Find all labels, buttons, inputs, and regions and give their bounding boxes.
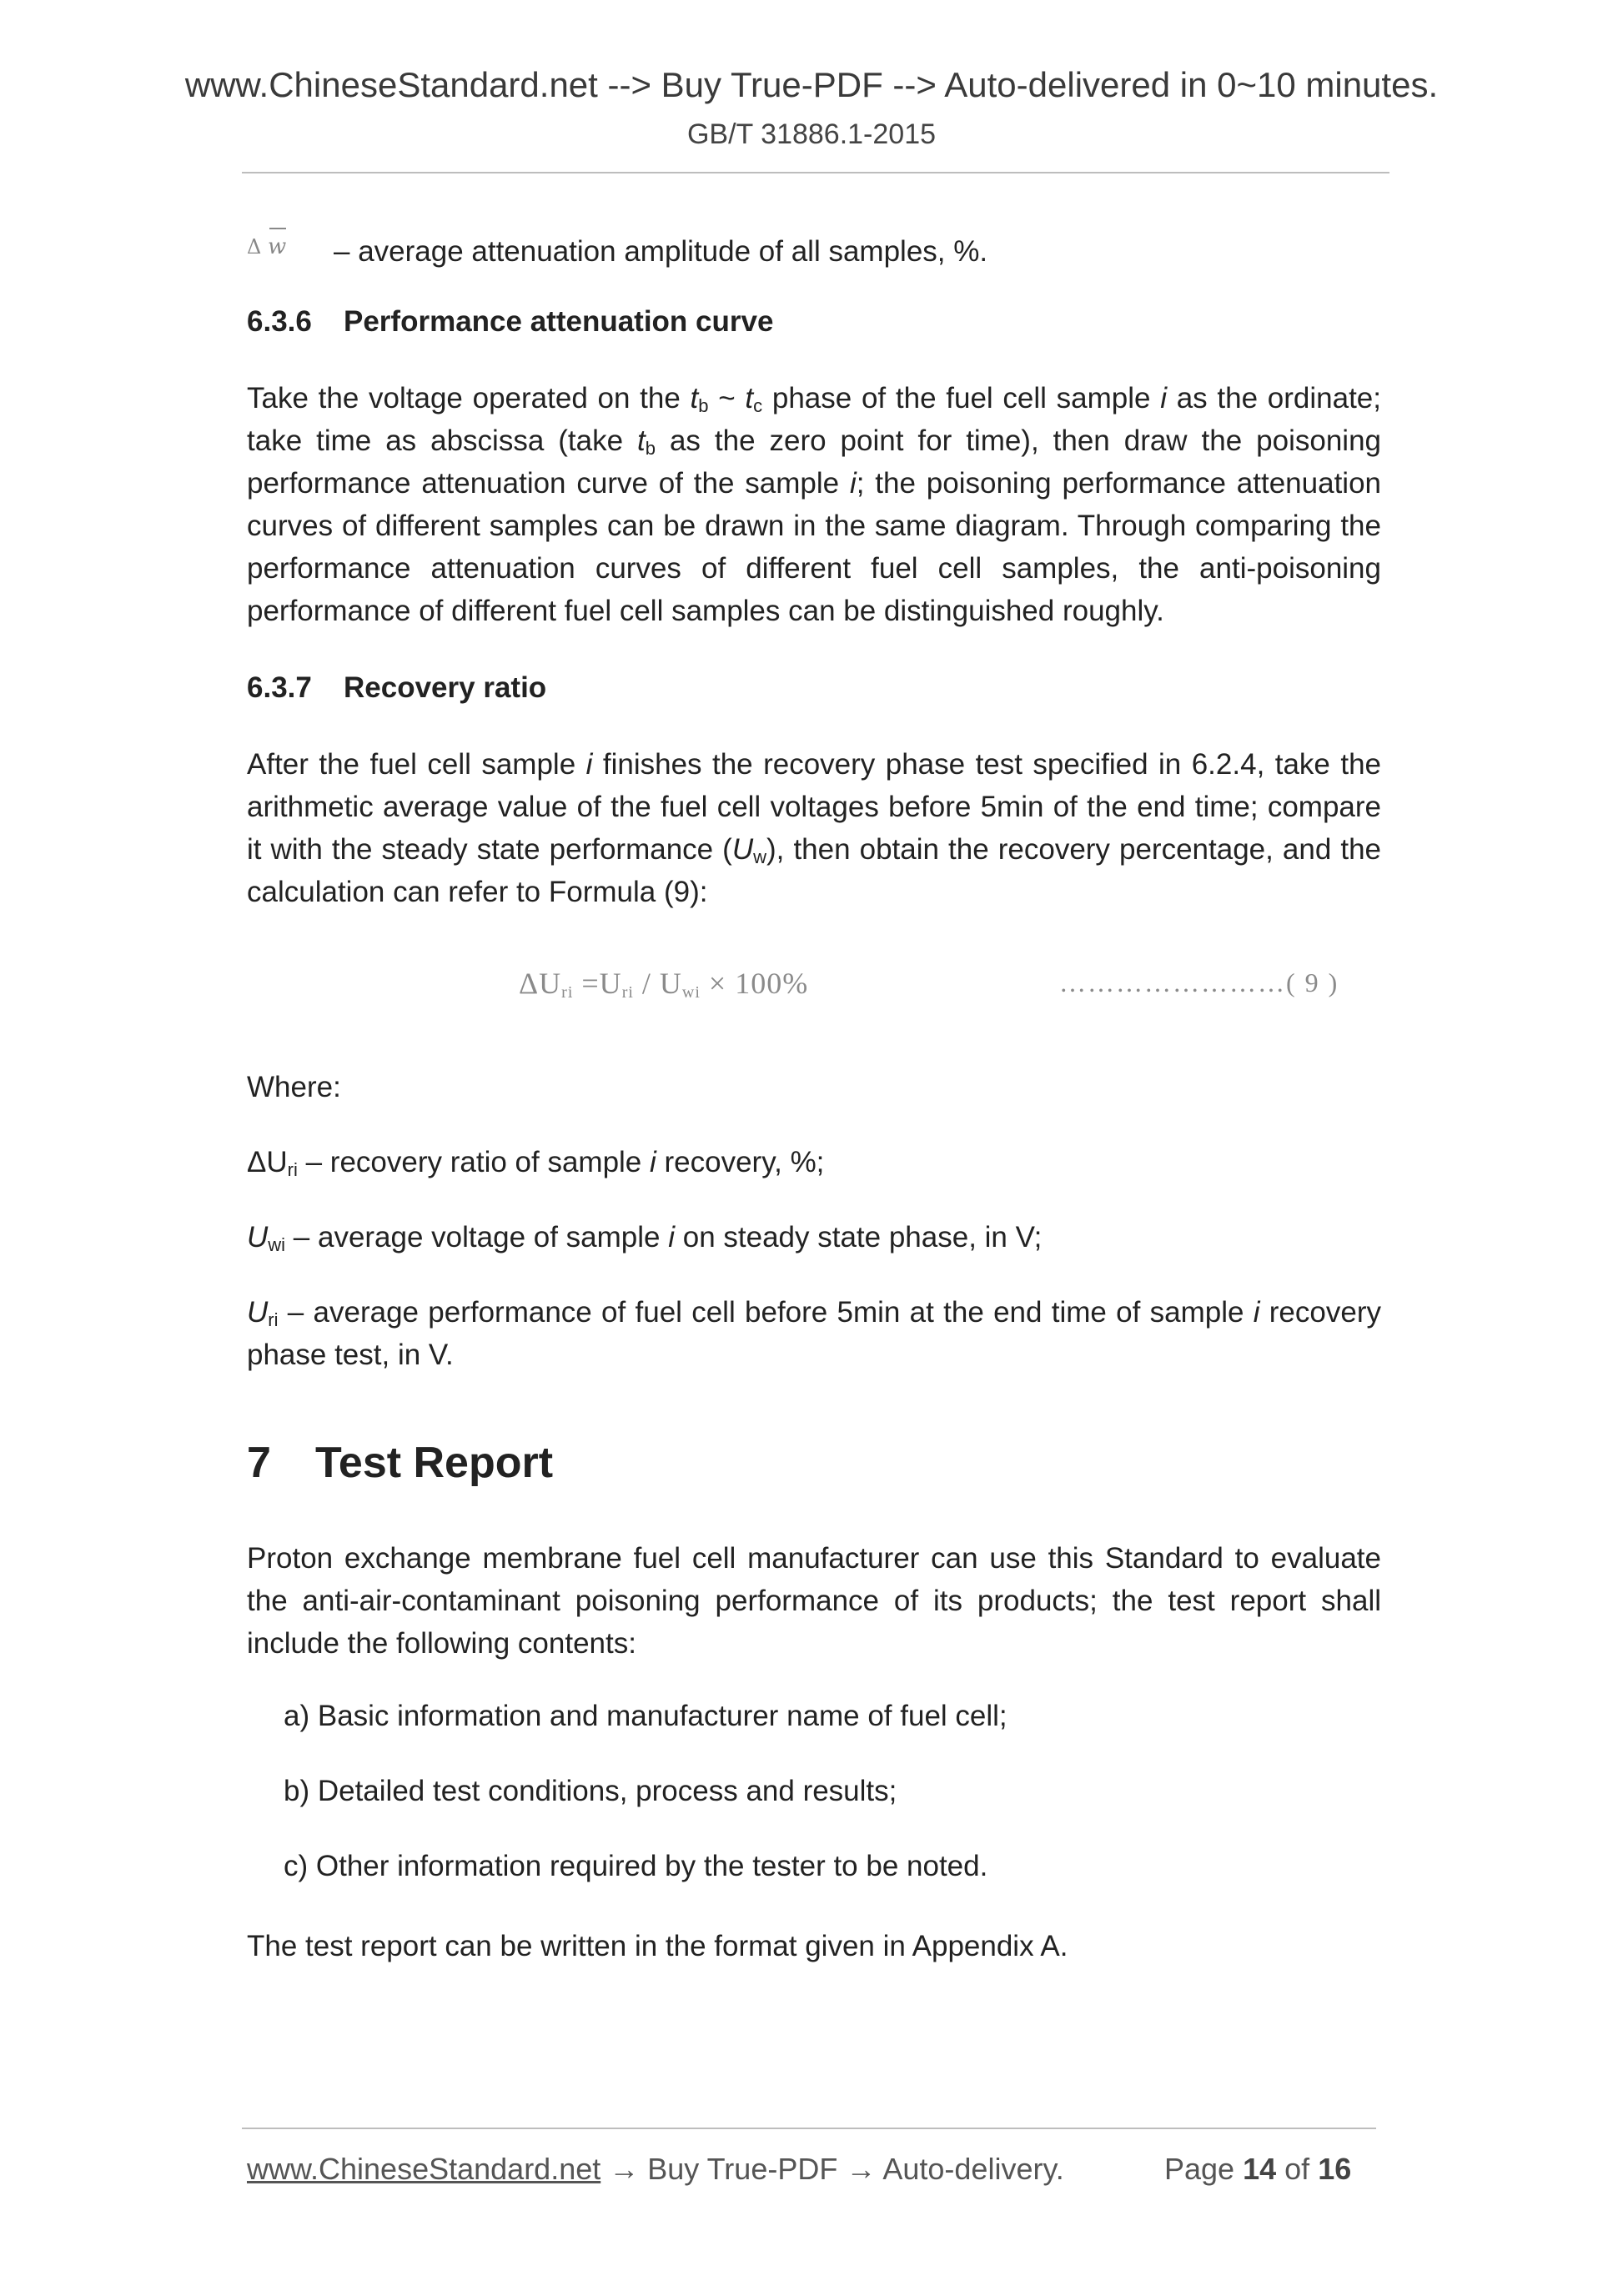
header-divider bbox=[242, 172, 1389, 173]
page-indicator: Page 14 of 16 bbox=[1164, 2152, 1352, 2186]
section-6-3-7-paragraph: After the fuel cell sample i finishes the recovery phase test specified in 6.2.4, take the arithmetic average value of the fuel cell voltages before 5min of the end time; compare it with the steady state performance $(U_w)$, then obtain the recovery percentage, and the calculation can refer to Formula (9): bbox=[247, 748, 1382, 908]
footer-site-link[interactable]: www.ChineseStandard.net bbox=[247, 2152, 601, 2186]
formula-number: ……………………( 9 ) bbox=[1059, 967, 1339, 997]
header-banner: www.ChineseStandard.net --> Buy True-PDF --> Auto-delivered in 0~10 minutes. bbox=[184, 65, 1439, 104]
definition-u-ri: $U_{ri}$ – average performance of fuel cell before 5min at the end time of sample i recovery phase test, in V. bbox=[247, 1296, 1381, 1371]
section-7-heading: 7 Test Report bbox=[247, 1439, 554, 1487]
appendix-note: The test report can be written in the format given in Appendix A. bbox=[247, 1930, 1068, 1962]
formula-9: $\Delta U_{ri} =U_{ri} / U_{wi} \times 100\%$ bbox=[519, 967, 809, 1002]
section-6-3-6-heading: 6.3.6 Performance attenuation curve bbox=[247, 305, 774, 338]
definition-u-wi: $U_{wi}$ – average voltage of sample i on steady state phase, in V; bbox=[247, 1221, 1043, 1255]
definition-delta-u-ri: $\Delta U_{ri}$ – recovery ratio of sample i recovery, %; bbox=[247, 1146, 825, 1180]
delta-w-symbol: Δ w bbox=[247, 234, 287, 259]
section-7-paragraph: Proton exchange membrane fuel cell manufacturer can use this Standard to evaluate the anti-air-contaminant poisoning performance of its products; the test report shall include the following contents: bbox=[247, 1542, 1381, 1660]
list-item: b) Detailed test conditions, process and results; bbox=[284, 1775, 897, 1807]
footer-links: www.ChineseStandard.net → Buy True-PDF → Auto-delivery. bbox=[247, 2152, 1064, 2186]
where-label: Where: bbox=[247, 1071, 341, 1103]
standard-number: GB/T 31886.1-2015 bbox=[686, 118, 937, 150]
section-6-3-6-paragraph: Take the voltage operated on the $t_b$ ~ $t_c$ phase of the fuel cell sample i as the ordinate; take time as abscissa (take $t_b$ as the zero point for time), then draw the poisoning performance attenuation curve of the sample i; the poisoning performance attenuation curves of different samples can be drawn in the same diagram. Through comparing the performance attenuation curves of different fuel cell samples, the anti-poisoning performance of different fuel cell samples can be distinguished roughly. bbox=[247, 382, 1382, 627]
list-item: a) Basic information and manufacturer name of fuel cell; bbox=[284, 1700, 1007, 1732]
list-item: c) Other information required by the tester to be noted. bbox=[284, 1850, 988, 1882]
average-attenuation-definition: – average attenuation amplitude of all samples, %. bbox=[334, 235, 988, 268]
footer-divider bbox=[242, 2128, 1376, 2129]
section-6-3-7-heading: 6.3.7 Recovery ratio bbox=[247, 671, 547, 704]
